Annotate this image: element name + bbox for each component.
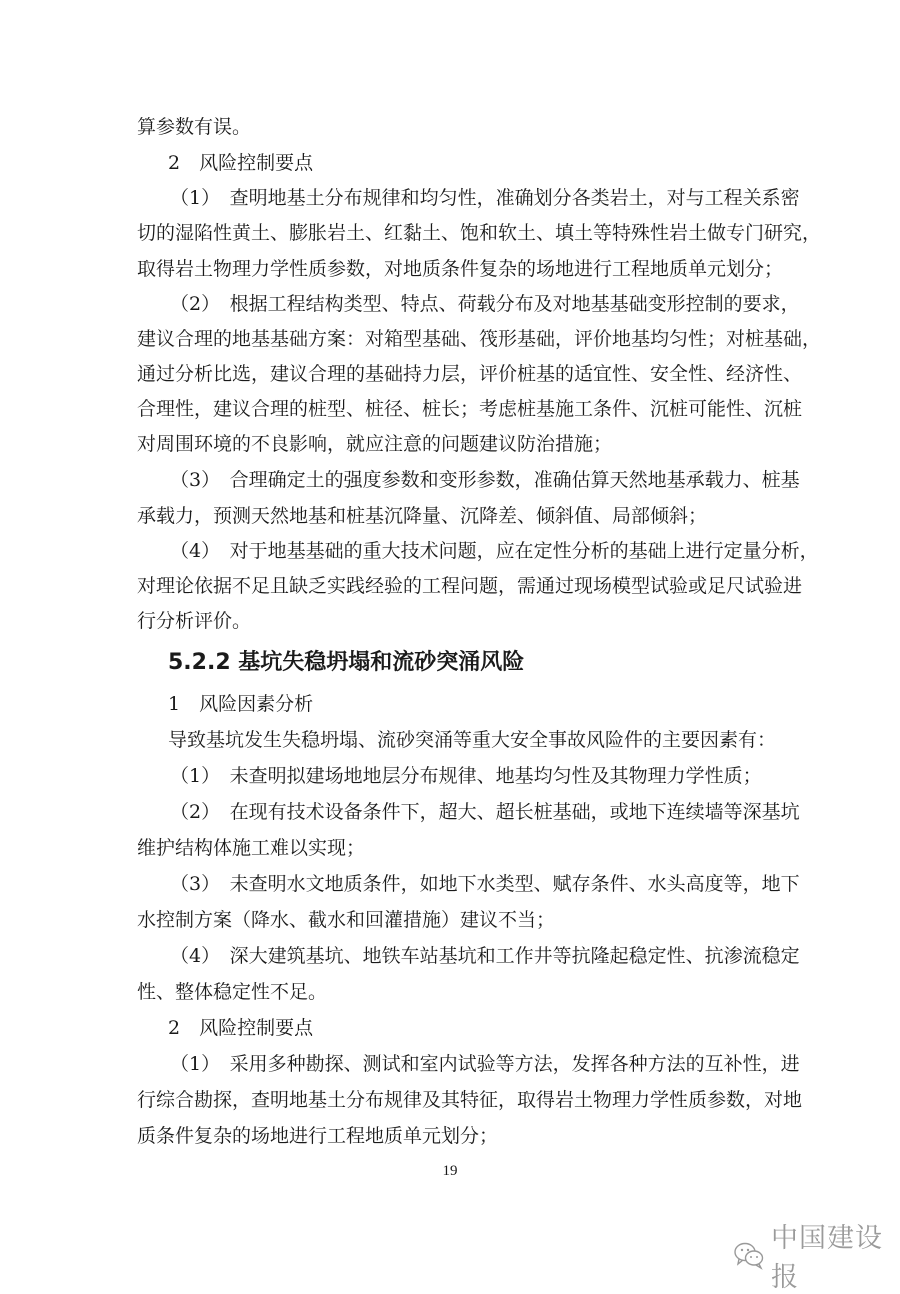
section-heading: 5.2.2 基坑失稳坍塌和流砂突涌风险	[168, 650, 525, 675]
paragraph-line: 性、整体稳定性不足。	[137, 981, 328, 1003]
paragraph-line: （3） 未查明水文地质条件，如地下水类型、赋存条件、水头高度等，地下	[170, 873, 800, 895]
paragraph-line: 行分析评价。	[137, 610, 252, 632]
paragraph-line: 建议合理的地基基础方案：对箱型基础、筏形基础，评价地基均匀性；对桩基础，	[137, 328, 822, 350]
paragraph-line: 2 风险控制要点	[168, 152, 314, 174]
paragraph-line: 维护结构体施工难以实现；	[137, 837, 366, 859]
paragraph-line: 算参数有误。	[137, 116, 252, 138]
paragraph-line: （1） 查明地基土分布规律和均匀性，准确划分各类岩土，对与工程关系密	[170, 187, 800, 209]
paragraph-line: （4） 对于地基基础的重大技术问题，应在定性分析的基础上进行定量分析，	[170, 540, 819, 562]
watermark	[733, 1216, 900, 1294]
paragraph-line: 通过分析比选，建议合理的基础持力层，评价桩基的适宜性、安全性、经济性、	[137, 363, 803, 385]
paragraph-line: （3） 合理确定土的强度参数和变形参数，准确估算天然地基承载力、桩基	[170, 469, 800, 491]
paragraph-line: （2） 在现有技术设备条件下，超大、超长桩基础，或地下连续墙等深基坑	[170, 801, 800, 823]
paragraph-line: 取得岩土物理力学性质参数，对地质条件复杂的场地进行工程地质单元划分；	[137, 258, 784, 280]
paragraph-line: 1 风险因素分析	[168, 693, 314, 715]
paragraph-line: （1） 未查明拟建场地地层分布规律、地基均匀性及其物理力学性质；	[170, 765, 762, 787]
paragraph-line: 行综合勘探，查明地基土分布规律及其特征，取得岩土物理力学性质参数，对地	[137, 1089, 803, 1111]
paragraph-line: 导致基坑发生失稳坍塌、流砂突涌等重大安全事故风险件的主要因素有：	[168, 729, 777, 751]
paragraph-line: 对理论依据不足且缺乏实践经验的工程问题，需通过现场模型试验或足尺试验进	[137, 575, 803, 597]
paragraph-line: （2） 根据工程结构类型、特点、荷载分布及对地基基础变形控制的要求，	[170, 293, 800, 315]
paragraph-line: 2 风险控制要点	[168, 1017, 314, 1039]
watermark-text: 中国建设报	[771, 1223, 883, 1293]
paragraph-line: 切的湿陷性黄土、膨胀岩土、红黏土、饱和软土、填土等特殊性岩土做专门研究，	[137, 222, 822, 244]
paragraph-line: 合理性，建议合理的桩型、桩径、桩长；考虑桩基施工条件、沉桩可能性、沉桩	[137, 398, 803, 420]
paragraph-line: （1） 采用多种勘探、测试和室内试验等方法，发挥各种方法的互补性，进	[170, 1053, 800, 1075]
paragraph-line: 对周围环境的不良影响，就应注意的问题建议防治措施；	[137, 433, 613, 455]
paragraph-line: （4） 深大建筑基坑、地铁车站基坑和工作井等抗隆起稳定性、抗渗流稳定	[170, 945, 800, 967]
page-number: 19	[442, 1163, 458, 1179]
wechat-icon	[733, 1240, 765, 1270]
paragraph-line: 承载力，预测天然地基和桩基沉降量、沉降差、倾斜值、局部倾斜；	[137, 505, 708, 527]
paragraph-line: 水控制方案（降水、截水和回灌措施）建议不当；	[137, 909, 556, 931]
paragraph-line: 质条件复杂的场地进行工程地质单元划分；	[137, 1125, 499, 1147]
